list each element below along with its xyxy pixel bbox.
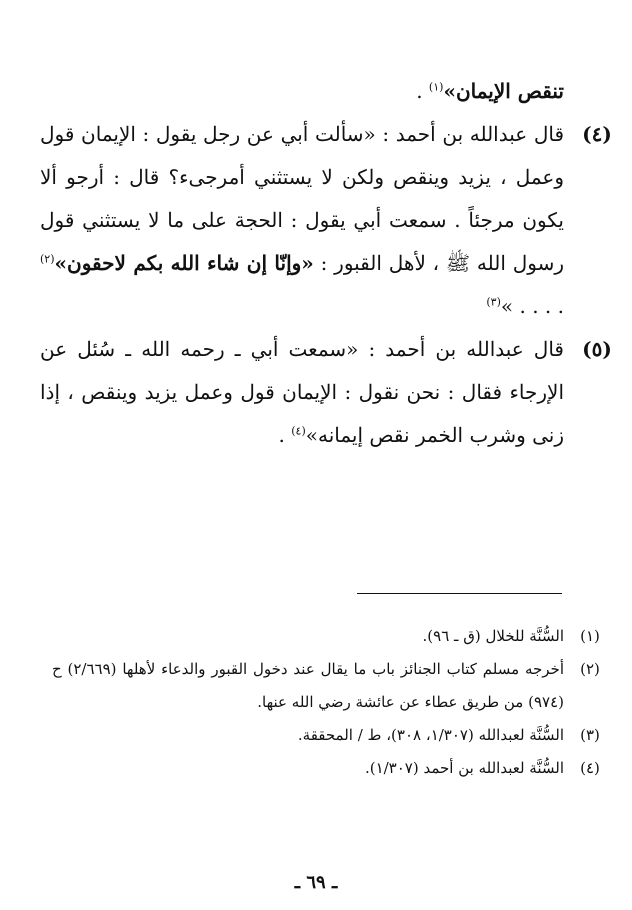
footnote-2 [52, 653, 600, 719]
paragraph-5-text: قال عبدالله بن أحمد : «سمعت أبي ـ رحمه الله ـ سُئل عن الإرجاء فقال : نحن نقول : الإيمان قول وعمل يزيد وينقص ، إذا زنى وشرب الخمر نقص إيمانه» [40, 337, 564, 447]
footnote-text: السُّنَّة لعبدالله بن أحمد (١/٣٠٧). [364, 759, 564, 777]
paragraph-number-5: (٥) [582, 337, 612, 361]
paragraph-continuation [40, 70, 564, 113]
footnote-text: أخرجه مسلم كتاب الجنائز باب ما يقال عند دخول القبور والدعاء لأهلها (٢/٦٦٩) ح (٩٧٤) من طريق عطاء عن عائشة رضي الله عنها. [52, 660, 564, 711]
footnote-1 [52, 620, 600, 653]
paragraph-4 [40, 113, 612, 328]
paragraph-number-4: (٤) [582, 122, 612, 146]
footnote-number: (٢) [580, 660, 600, 678]
footnote-4 [52, 752, 600, 785]
paragraph-5-end: . [278, 423, 292, 447]
hadith-quote: «وإنّا إن شاء الله بكم لاحقون» [54, 251, 314, 275]
ellipsis-dots: . . . . » [500, 294, 564, 318]
footnote-3 [52, 719, 600, 752]
footnote-number: (٣) [580, 726, 600, 744]
footnote-text: السُّنَّة لعبدالله (١/٣٠٧، ٣٠٨)، ط / المحققة. [297, 726, 564, 744]
footnote-ref-3[interactable]: (٣) [486, 295, 501, 309]
footnote-text: السُّنَّة للخلال (ق ـ ٩٦). [422, 627, 564, 645]
paragraph-4-text: قال عبدالله بن أحمد : «سألت أبي عن رجل يقول : الإيمان قول وعمل ، يزيد وينقص ولكن لا يستثني أمرجىء؟ قال : أرجو ألا يكون مرجئاً . سمعت أبي يقول : الحجة على ما لا يستثني قول رسول الله ﷺ ، لأهل القبور : [40, 122, 564, 275]
footnote-ref-4[interactable]: (٤) [291, 424, 306, 438]
footnote-number: (١) [580, 627, 600, 645]
page-number: ـ ٦٩ ـ [294, 872, 338, 893]
footnote-ref-2[interactable]: (٢) [40, 252, 55, 266]
continuation-end: . [416, 79, 429, 103]
footnotes [52, 620, 600, 785]
main-text [40, 70, 612, 457]
continuation-text: تنقص الإيمان» [443, 79, 564, 103]
footnote-number: (٤) [580, 759, 600, 777]
paragraph-5 [40, 328, 612, 457]
footnote-ref-1[interactable]: (١) [428, 80, 444, 94]
footnote-separator [357, 593, 562, 594]
